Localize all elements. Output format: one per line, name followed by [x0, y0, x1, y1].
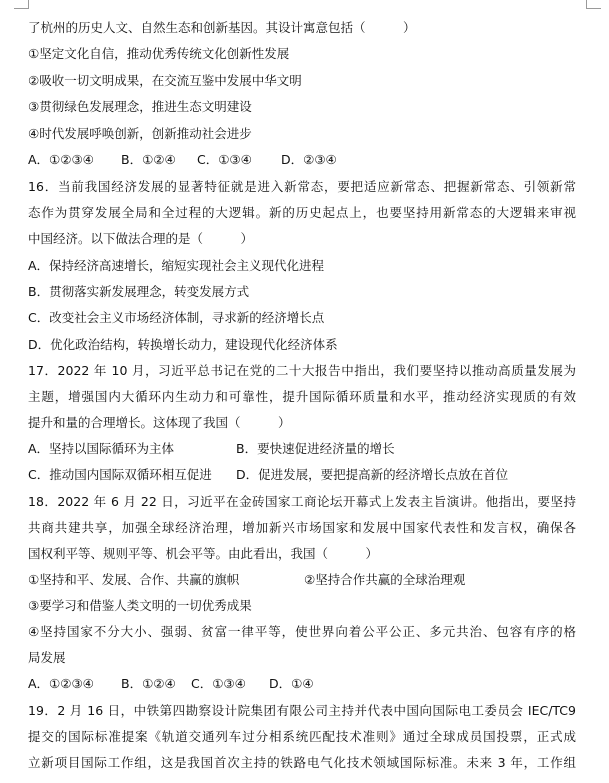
q18-choice-a: A．①②③④: [28, 676, 94, 691]
q18-item-3: ③要学习和借鉴人类文明的一切优秀成果: [28, 598, 252, 613]
q18-item-1: ①坚持和平、发展、合作、共赢的旗帜: [28, 572, 240, 587]
q15-choice-c: C．①③④: [197, 152, 252, 167]
q17-choice-b: B．要快速促进经济量的增长: [236, 441, 395, 456]
q15-choice-b: B．①②④: [121, 152, 176, 167]
q17-choices-row-1: [28, 441, 576, 457]
q19-stem-line-3: 立新项目国际工作组，这是我国首次主持的铁路电气化技术领域国际标准。未来 3 年，工作组: [28, 755, 576, 770]
q16-choice-c: C．改变社会主义市场经济体制，寻求新的经济增长点: [28, 310, 325, 325]
q17-choice-a: A．坚持以国际循环为主体: [28, 441, 175, 456]
q17-choice-c: C．推动国内国际双循环相互促进: [28, 467, 212, 482]
q17-stem-line-3: 提升和量的合理增长。这体现了我国（ ）: [28, 415, 291, 430]
page-corner-mark: [586, 0, 601, 9]
q17-choices-row-2: [28, 467, 576, 483]
q16-stem-line-1: 16．当前我国经济发展的显著特征就是进入新常态，要把适应新常态、把握新常态、引领新常: [28, 179, 576, 194]
q17-choice-d: D．促进发展，要把提高新的经济增长点放在首位: [236, 467, 509, 482]
q19-stem-line-2: 提交的国际标准提案《轨道交通列车过分相系统匹配技术准则》通过全球成员国投票，正式成: [28, 729, 576, 744]
q16-stem-line-2: 态作为贯穿发展全局和全过程的大逻辑。新的历史起点上，也要坚持用新常态的大逻辑来审视: [28, 205, 576, 220]
q18-item-4: ④坚持国家不分大小、强弱、贫富一律平等，使世界向着公平公正、多元共治、包容有序的格: [28, 624, 576, 639]
q18-item-2: ②坚持合作共赢的全球治理观: [304, 572, 466, 587]
q16-choice-a: A．保持经济高速增长，缩短实现社会主义现代化进程: [28, 258, 325, 273]
q18-choice-b: B．①②④: [121, 676, 176, 691]
q18-items-row-1: [28, 572, 576, 588]
q15-choices: [28, 152, 576, 168]
q18-choices: [28, 676, 576, 692]
q16-stem-line-3: 中国经济。以下做法合理的是（ ）: [28, 231, 254, 246]
q17-stem-line-1: 17．2022 年 10 月，习近平总书记在党的二十大报告中指出，我们要坚持以推动高质量发展为: [28, 363, 576, 378]
q15-item-1: ①坚定文化自信，推动优秀传统文化创新性发展: [28, 46, 290, 61]
q18-stem-line-2: 共商共建共享，加强全球经济治理，增加新兴市场国家和发展中国家代表性和发言权，确保各: [28, 520, 576, 535]
q18-item-4-cont: 局发展: [28, 650, 66, 665]
q18-choice-c: C．①③④: [191, 676, 246, 691]
q18-stem-line-3: 国权利平等、规则平等、机会平等。由此看出，我国（ ）: [28, 546, 379, 561]
q16-choice-b: B．贯彻落实新发展理念，转变发展方式: [28, 284, 250, 299]
q18-choice-d: D．①④: [269, 676, 314, 691]
q15-choice-a: A．①②③④: [28, 152, 94, 167]
q15-choice-d: D．②③④: [281, 152, 337, 167]
q17-stem-line-2: 主题，增强国内大循环内生动力和可靠性，提升国际循环质量和水平，推动经济实现质的有效: [28, 389, 576, 404]
q18-stem-line-1: 18．2022 年 6 月 22 日，习近平在金砖国家工商论坛开幕式上发表主旨演讲。他指出，要坚持: [28, 494, 576, 509]
q15-stem-end: 了杭州的历史人文、自然生态和创新基因。其设计寓意包括（ ）: [28, 20, 416, 35]
q16-choice-d: D．优化政治结构，转换增长动力，建设现代化经济体系: [28, 337, 338, 352]
q19-stem-line-1: 19．2 月 16 日，中铁第四勘察设计院集团有限公司主持并代表中国向国际电工委员会 IEC/TC9: [28, 703, 576, 718]
q15-item-3: ③贯彻绿色发展理念，推进生态文明建设: [28, 99, 252, 114]
q15-item-4: ④时代发展呼唤创新，创新推动社会进步: [28, 126, 252, 141]
page-corner-mark: [14, 0, 29, 9]
q15-item-2: ②吸收一切文明成果，在交流互鉴中发展中华文明: [28, 73, 302, 88]
